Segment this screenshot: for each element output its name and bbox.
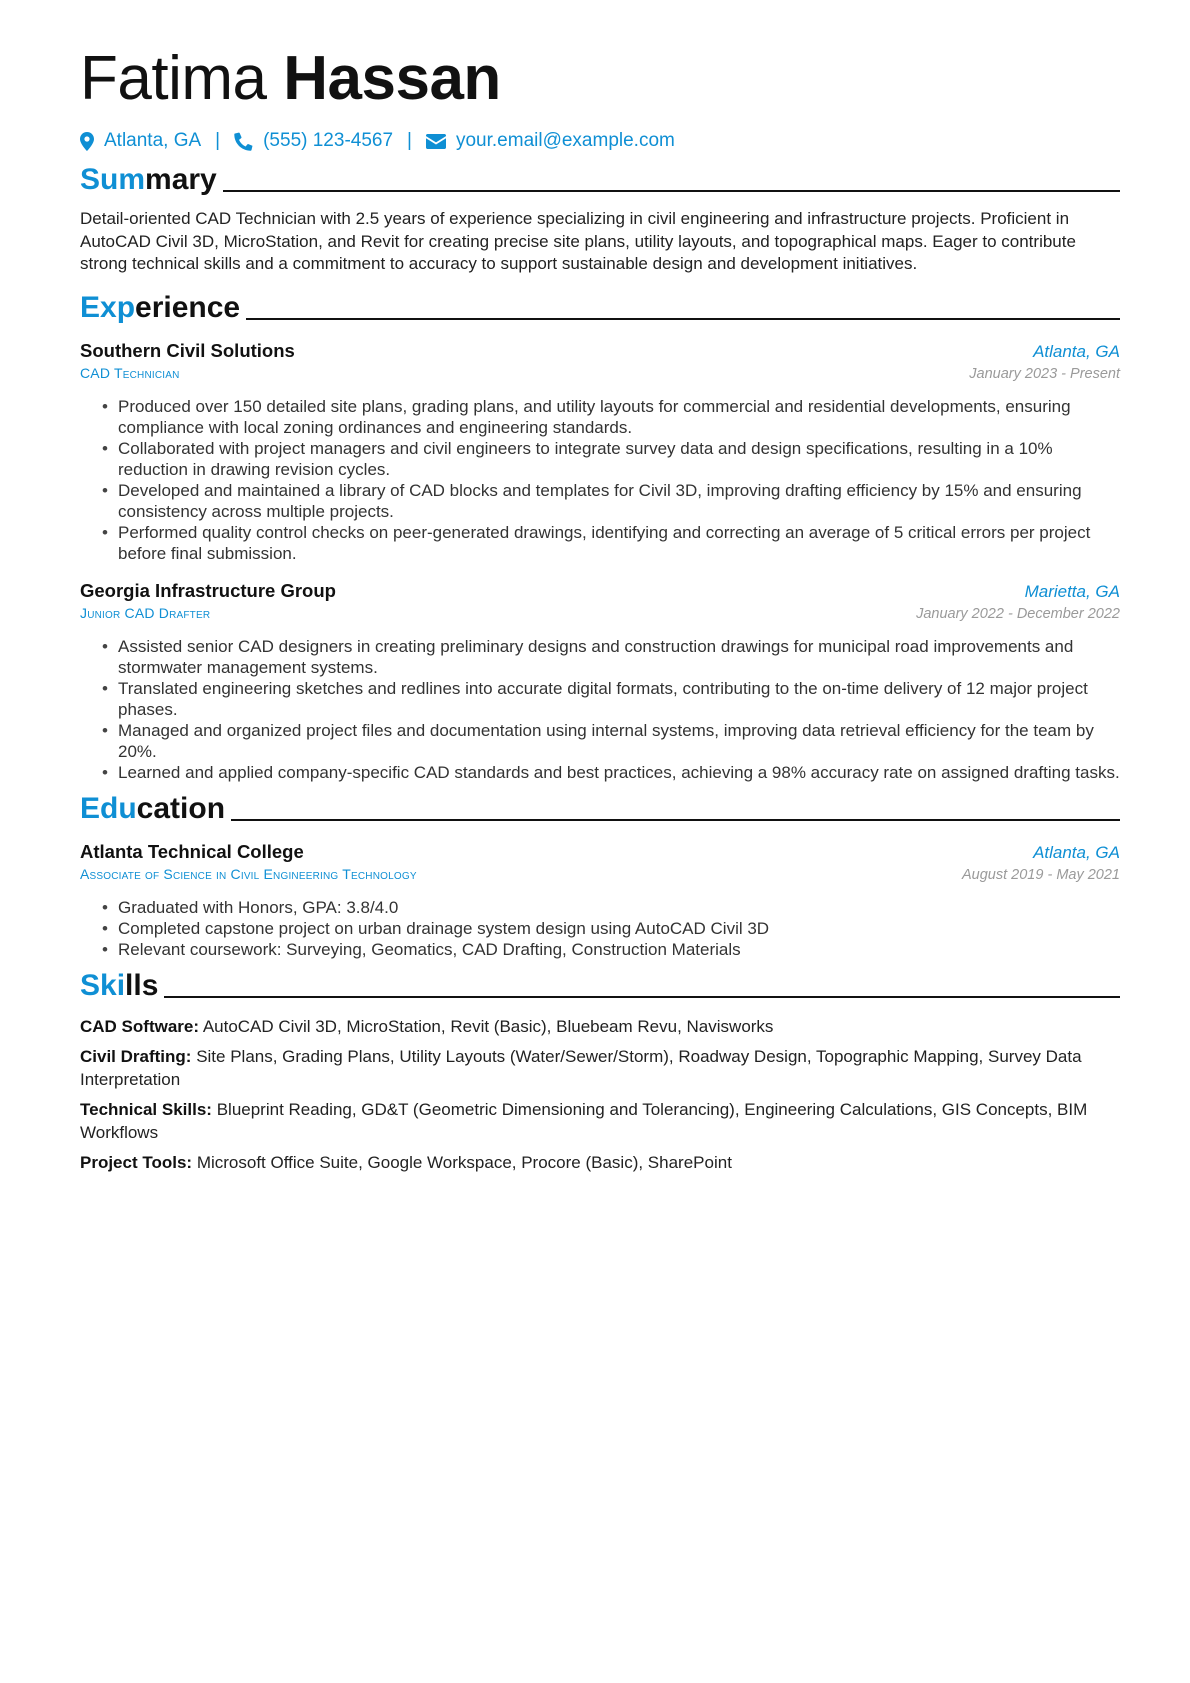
- achievement-item: • Produced over 150 detailed site plans, grading plans, and utility layouts for commercial and residential developments, ensuring compliance with local zoning ordinances and engineering standards.: [118, 396, 1120, 438]
- achievement-item: • Collaborated with project managers and civil engineers to integrate survey data and design specifications, resulting in a 10% reduction in drawing revision cycles.: [118, 438, 1120, 480]
- achievement-item: • Managed and organized project files and documentation using internal systems, improving data retrieval efficiency for the team by 20%.: [118, 720, 1120, 762]
- achievement-item: • Learned and applied company-specific CAD standards and best practices, achieving a 98% accuracy rate on assigned drafting tasks.: [118, 762, 1120, 783]
- phone-text: (555) 123-4567: [263, 130, 394, 151]
- job-dates: January 2022 - December 2022: [916, 605, 1120, 622]
- section-rule: [223, 190, 1120, 192]
- skill-values: AutoCAD Civil 3D, MicroStation, Revit (Basic), Bluebeam Revu, Navisworks: [202, 1016, 774, 1036]
- skill-category: Project Tools:: [80, 1153, 193, 1172]
- education-detail-item: • Graduated with Honors, GPA: 3.8/4.0: [118, 897, 1120, 918]
- education-heading: [80, 791, 1120, 827]
- section-rule: [231, 819, 1120, 821]
- summary-heading: [80, 162, 1120, 198]
- resume-page: [80, 38, 1120, 1183]
- employer-name: Southern Civil Solutions: [80, 339, 295, 361]
- experience-entry: [80, 340, 1120, 564]
- skill-values: Blueprint Reading, GD&T (Geometric Dimensioning and Tolerancing), Engineering Calculations, GIS Concepts, BIM Workflows: [80, 1100, 1088, 1142]
- experience-list: [80, 340, 1120, 783]
- summary-text: Detail-oriented CAD Technician with 2.5 years of experience specializing in civil engineering and infrastructure projects. Proficient in AutoCAD Civil 3D, MicroStation, and Revit for creating precise site plans, utility layouts, and topographical maps. Eager to contribute strong technical skills and a commitment to accuracy to support sustainable design and development initiatives.: [80, 209, 1076, 273]
- achievement-item: • Assisted senior CAD designers in creating preliminary designs and construction drawings for municipal road improvements and stormwater management systems.: [118, 636, 1120, 678]
- degree-title: Associate of Science in Civil Engineering Technology: [80, 865, 417, 882]
- map-marker-icon: [80, 132, 94, 151]
- section-title: Education: [80, 791, 226, 825]
- contact-phone[interactable]: [234, 130, 393, 152]
- skill-row: [80, 1046, 1120, 1091]
- phone-icon: [234, 132, 253, 151]
- skill-category: Technical Skills:: [80, 1100, 212, 1119]
- first-name: Fatima: [80, 44, 267, 113]
- skill-values: Microsoft Office Suite, Google Workspace, Procore (Basic), SharePoint: [196, 1153, 732, 1172]
- education-detail-item: • Completed capstone project on urban drainage system design using AutoCAD Civil 3D: [118, 918, 1120, 939]
- skill-row: [80, 1099, 1120, 1144]
- skills-list: [80, 1016, 1120, 1175]
- envelope-icon: [426, 134, 446, 149]
- location-text: Atlanta, GA: [104, 130, 202, 151]
- contact-separator: |: [215, 130, 221, 151]
- experience-heading: [80, 290, 1120, 326]
- skill-row: [80, 1016, 1120, 1039]
- section-title: Skills: [80, 968, 159, 1002]
- last-name: Hassan: [283, 44, 501, 113]
- skills-heading: [80, 968, 1120, 1004]
- contact-email[interactable]: [426, 130, 675, 152]
- school-name: Atlanta Technical College: [80, 840, 304, 862]
- education-entry: [80, 841, 1120, 960]
- section-title: Experience: [80, 290, 241, 324]
- skill-category: Civil Drafting:: [80, 1047, 192, 1066]
- contact-line: [80, 130, 1120, 152]
- job-location: Atlanta, GA: [1033, 341, 1120, 361]
- education-list: [80, 841, 1120, 960]
- experience-entry: [80, 580, 1120, 783]
- contact-separator: |: [407, 130, 412, 151]
- skill-category: CAD Software:: [80, 1016, 200, 1036]
- education-detail-item: • Relevant coursework: Surveying, Geomatics, CAD Drafting, Construction Materials: [118, 939, 1120, 960]
- job-location: Marietta, GA: [1024, 581, 1120, 601]
- skill-row: [80, 1152, 1120, 1175]
- section-title: Summary: [80, 163, 217, 196]
- job-title: CAD Technician: [80, 364, 180, 381]
- school-location: Atlanta, GA: [1033, 842, 1120, 862]
- job-dates: January 2023 - Present: [969, 365, 1120, 382]
- job-title: Junior CAD Drafter: [80, 604, 211, 621]
- achievement-list: [80, 636, 1120, 783]
- section-rule: [246, 318, 1120, 320]
- email-link: your.email@example.com: [455, 130, 675, 151]
- education-dates: August 2019 - May 2021: [962, 866, 1120, 883]
- candidate-name: [80, 38, 1120, 120]
- achievement-item: • Developed and maintained a library of CAD blocks and templates for Civil 3D, improving drafting efficiency by 15% and ensuring consistency across multiple projects.: [118, 480, 1120, 522]
- achievement-item: • Performed quality control checks on peer-generated drawings, identifying and correcting an average of 5 critical errors per project before final submission.: [118, 522, 1120, 564]
- achievement-list: [80, 396, 1120, 564]
- achievement-item: • Translated engineering sketches and redlines into accurate digital formats, contributing to the on-time delivery of 12 major project phases.: [118, 678, 1120, 720]
- section-rule: [164, 996, 1120, 998]
- contact-location: [80, 130, 201, 152]
- education-details: [80, 897, 1120, 960]
- skill-values: Site Plans, Grading Plans, Utility Layouts (Water/Sewer/Storm), Roadway Design, Topographic Mapping, Survey Data Interpretation: [80, 1047, 1082, 1089]
- employer-name: Georgia Infrastructure Group: [80, 579, 336, 601]
